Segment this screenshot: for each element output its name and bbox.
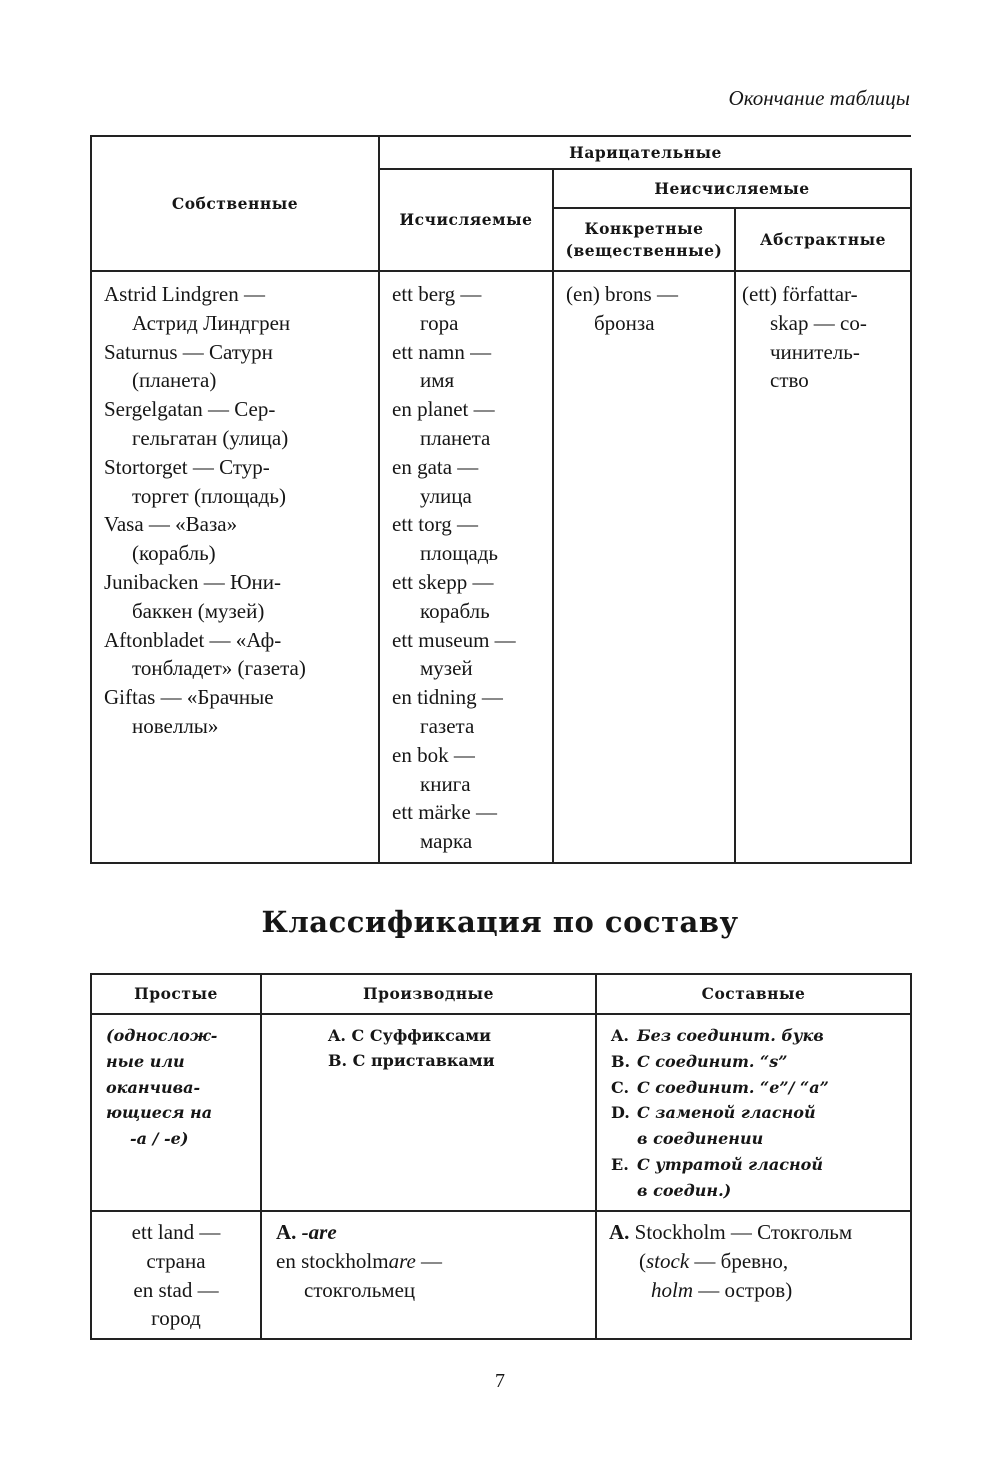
item-label: A.	[276, 1220, 297, 1244]
entry-line: Stortorget — Стур-	[104, 454, 270, 479]
entry-line: (корабль)	[132, 541, 216, 566]
entry-line: тонбладет» (газета)	[132, 656, 306, 681]
header-derived: Производные	[261, 974, 596, 1014]
header-compound: Составные	[596, 974, 911, 1014]
header-common: Нарицательные	[379, 136, 911, 169]
entry-line: (планета)	[132, 368, 217, 393]
text-line: (однослож-	[106, 1026, 218, 1045]
compound-examples	[596, 1211, 911, 1339]
entry-line: skap — со-	[770, 310, 867, 335]
entry-line: книга	[420, 771, 471, 796]
text-line: B. С приставками	[328, 1051, 495, 1070]
entry-line: Sergelgatan — Сер-	[104, 397, 276, 422]
text: —	[415, 1248, 443, 1273]
text-line: -a / -e)	[130, 1129, 189, 1149]
compound-type-line	[611, 1126, 910, 1152]
item-text: С соединит. “e”/ “a”	[637, 1077, 829, 1097]
item-label: A.	[611, 1026, 629, 1045]
simple-examples	[91, 1211, 261, 1339]
header-proper: Собственные	[91, 136, 379, 271]
header-simple: Простые	[91, 974, 261, 1014]
entry-line: ett namn —	[392, 339, 492, 364]
running-header: Окончание таблицы	[728, 86, 910, 110]
entry-line: корабль	[420, 598, 490, 623]
compound-type-line	[611, 1075, 910, 1101]
text: (	[639, 1248, 646, 1273]
compound-type-line	[611, 1100, 910, 1126]
text-line: A. С Суффиксами	[328, 1026, 491, 1045]
header-abstract: Абстрактные	[735, 208, 911, 271]
suffix: are	[388, 1248, 416, 1273]
text-line: en stad —	[133, 1277, 219, 1302]
entry-line: ett märke —	[392, 800, 497, 825]
text-line: оканчива-	[106, 1077, 201, 1097]
suffix: -are	[301, 1220, 337, 1244]
entry-line: ett museum —	[392, 627, 516, 652]
entry-line: Astrid Lindgren —	[104, 282, 265, 306]
entry-line: баккен (музей)	[132, 598, 265, 623]
compound-type-line	[611, 1152, 910, 1178]
derived-examples	[261, 1211, 596, 1339]
item-label: A.	[609, 1220, 630, 1244]
entry-line: площадь	[420, 541, 498, 566]
entry-line: Vasa — «Ваза»	[104, 512, 238, 537]
entry-line: (ett) författar-	[742, 282, 858, 306]
simple-description	[91, 1014, 261, 1211]
proper-cell	[91, 271, 379, 863]
noun-classification-table	[90, 135, 912, 864]
item-text: С заменой гласной	[637, 1103, 816, 1123]
entry-line: марка	[420, 829, 473, 854]
header-uncountable: Неисчисляемые	[553, 169, 911, 208]
entry-line: новеллы»	[132, 713, 219, 738]
abstract-cell	[735, 271, 911, 863]
entry-line: (en) brons —	[566, 282, 678, 306]
entry-line: газета	[420, 713, 475, 738]
item-text: С утратой гласной	[637, 1154, 823, 1174]
header-concrete-line: Конкретные	[584, 218, 704, 238]
entry-line: ett skepp —	[392, 569, 494, 594]
entry-line: ство	[770, 368, 809, 393]
compound-type-line	[611, 1049, 910, 1075]
word: stock	[646, 1248, 690, 1273]
entry-line: улица	[420, 483, 472, 508]
word: holm	[651, 1277, 693, 1302]
text: — остров)	[693, 1277, 793, 1302]
item-label: E.	[611, 1154, 629, 1174]
section-title: Классификация по составу	[261, 905, 739, 939]
entry-line: Junibacken — Юни-	[104, 569, 282, 594]
entry-line: en tidning —	[392, 685, 503, 710]
derived-description	[261, 1014, 596, 1211]
entry-line: en gata —	[392, 454, 479, 479]
composition-table	[90, 973, 912, 1340]
entry-line: гельгатан (улица)	[132, 425, 289, 450]
item-text: в соедин.)	[637, 1180, 732, 1200]
header-countable: Исчисляемые	[379, 169, 553, 271]
entry-line: en planet —	[392, 397, 495, 422]
compound-type-line	[611, 1023, 910, 1049]
entry-line: ett torg —	[392, 512, 478, 537]
entry-line: чинитель-	[770, 339, 860, 364]
entry-line: Saturnus — Сатурн	[104, 339, 273, 364]
entry-line: торгет (площадь)	[132, 483, 286, 508]
text-line: ett land —	[131, 1220, 221, 1244]
entry-line: бронза	[594, 310, 655, 335]
entry-line: гора	[420, 310, 459, 335]
compound-type-line	[611, 1178, 910, 1204]
item-label: D.	[611, 1103, 630, 1123]
entry-line: планета	[420, 425, 491, 450]
text-line: город	[151, 1306, 201, 1331]
compound-description	[596, 1014, 911, 1211]
entry-line: Giftas — «Брачные	[104, 685, 274, 710]
item-text: Без соединит. букв	[637, 1026, 824, 1045]
header-concrete-line: (вещественные)	[565, 240, 723, 260]
item-text: С соединит. “s”	[637, 1051, 788, 1071]
entry-line: ett berg —	[392, 282, 482, 306]
entry-line: музей	[420, 656, 473, 681]
item-text: в соединении	[637, 1129, 764, 1149]
text-line: ющиеся на	[106, 1103, 213, 1123]
entry-line: имя	[420, 368, 455, 393]
concrete-cell	[553, 271, 735, 863]
entry-line: Астрид Линдгрен	[132, 310, 291, 335]
entry-line: Aftonbladet — «Аф-	[104, 627, 282, 652]
countable-cell	[379, 271, 553, 863]
page-number: 7	[495, 1370, 505, 1392]
item-label: B.	[611, 1051, 631, 1071]
header-concrete	[553, 208, 735, 271]
text-line: стокгольмец	[304, 1277, 416, 1302]
entry-line: en bok —	[392, 742, 475, 767]
text-line: страна	[146, 1248, 206, 1273]
text: en stockholm	[276, 1248, 389, 1273]
text: Stockholm — Стокгольм	[629, 1220, 853, 1244]
text: — бревно,	[689, 1248, 789, 1273]
text-line: ные или	[106, 1051, 185, 1071]
item-label: C.	[611, 1077, 630, 1097]
